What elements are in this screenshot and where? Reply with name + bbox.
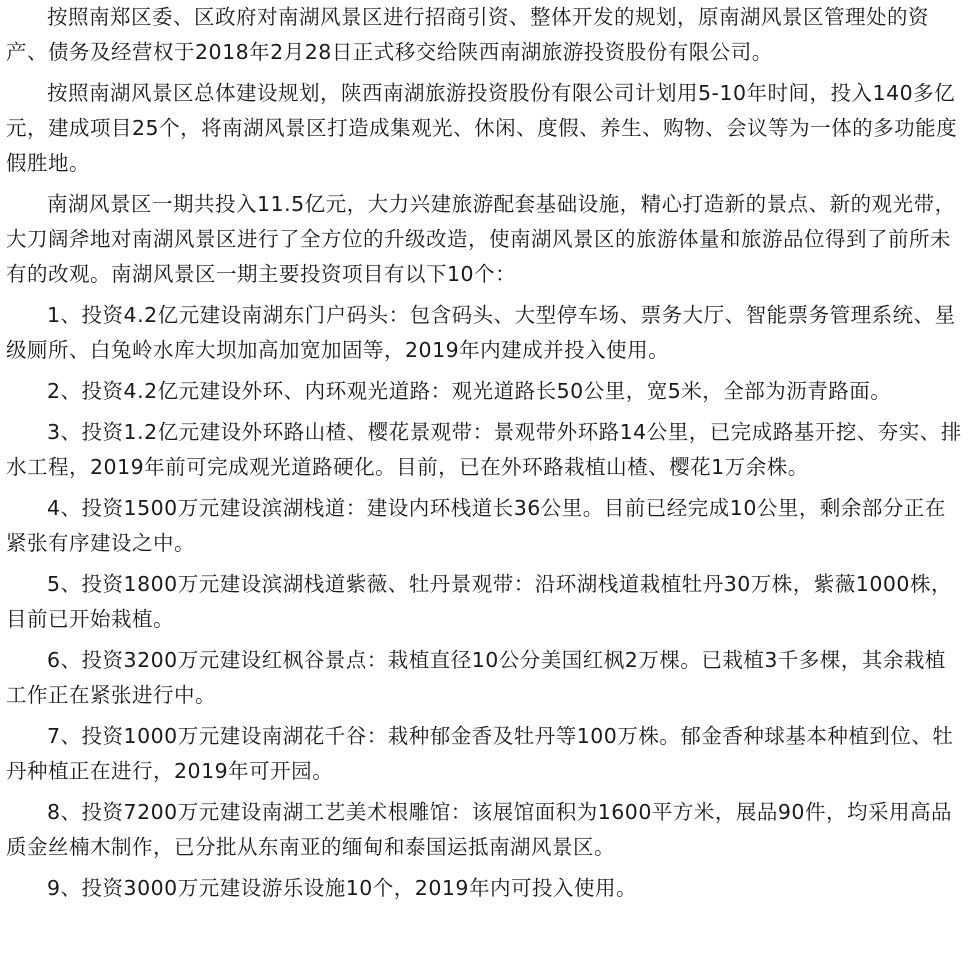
paragraph-plan: 按照南湖风景区总体建设规划，陕西南湖旅游投资股份有限公司计划用5-10年时间，投入140多亿元，建成项目25个，将南湖风景区打造成集观光、休闲、度假、养生、购物、会议等为一体的多功能度假胜地。 [6,81,958,175]
list-item-project-5: 5、投资1800万元建设滨湖栈道紫薇、牡丹景观带：沿环湖栈道栽植牡丹30万株，紫薇1000株，目前已开始栽植。 [6,572,952,631]
list-item-project-7: 7、投资1000万元建设南湖花千谷：栽种郁金香及牡丹等100万株。郁金香种球基本种植到位、牡丹种植正在进行，2019年可开园。 [6,724,954,783]
paragraph-phase-one: 南湖风景区一期共投入11.5亿元，大力兴建旅游配套基础设施，精心打造新的景点、新的观光带，大刀阔斧地对南湖风景区进行了全方位的升级改造，使南湖风景区的旅游体量和旅游品位得到了前所未有的改观。南湖风景区一期主要投资项目有以下10个： [6,192,956,286]
list-item-project-8: 8、投资7200万元建设南湖工艺美术根雕馆：该展馆面积为1600平方米，展品90件，均采用高品质金丝楠木制作，已分批从东南亚的缅甸和泰国运抵南湖风景区。 [6,800,952,859]
list-item-project-4: 4、投资1500万元建设滨湖栈道：建设内环栈道长36公里。目前已经完成10公里，剩余部分正在紧张有序建设之中。 [6,496,946,555]
list-item-project-3: 3、投资1.2亿元建设外环路山楂、樱花景观带：景观带外环路14公里，已完成路基开挖、夯实、排水工程，2019年前可完成观光道路硬化。目前，已在外环路栽植山楂、樱花1万余株。 [6,420,962,479]
list-item-project-6: 6、投资3200万元建设红枫谷景点：栽植直径10公分美国红枫2万棵。已栽植3千多棵，其余栽植工作正在紧张进行中。 [6,648,946,707]
list-item-project-9: 9、投资3000万元建设游乐设施10个，2019年内可投入使用。 [47,876,637,900]
article-body [6,0,964,906]
paragraph-intro: 按照南郑区委、区政府对南湖风景区进行招商引资、整体开发的规划，原南湖风景区管理处的资产、债务及经营权于2018年2月28日正式移交给陕西南湖旅游投资股份有限公司。 [6,5,929,64]
list-item-project-1: 1、投资4.2亿元建设南湖东门户码头：包含码头、大型停车场、票务大厅、智能票务管理系统、星级厕所、白兔岭水库大坝加高加宽加固等，2019年内建成并投入使用。 [6,303,956,362]
list-item-project-2: 2、投资4.2亿元建设外环、内环观光道路：观光道路长50公里，宽5米，全部为沥青路面。 [47,379,892,403]
